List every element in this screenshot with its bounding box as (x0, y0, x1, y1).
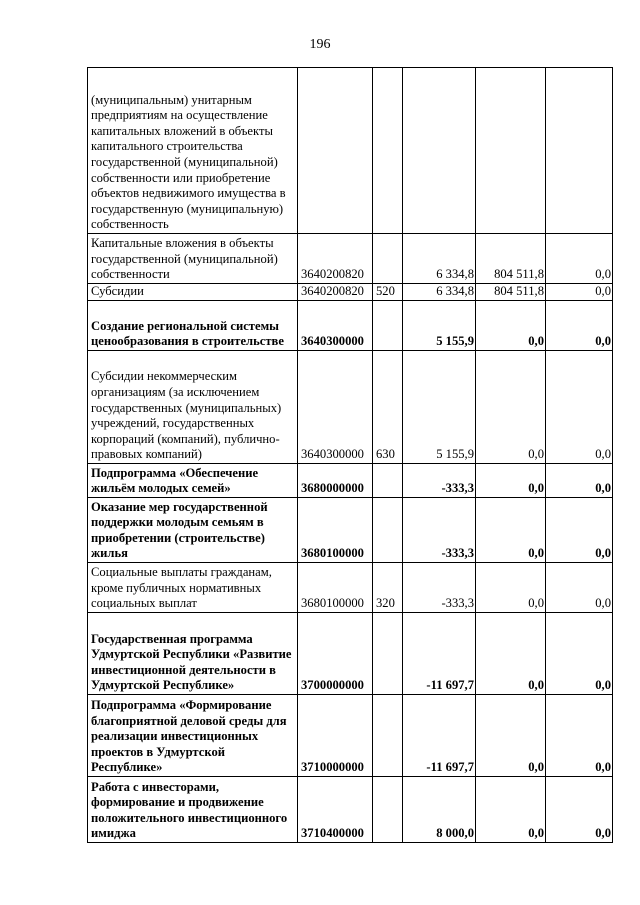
row-name: Создание региональной системы ценообразования в строительстве (88, 301, 298, 351)
row-value-3: 0,0 (546, 234, 613, 284)
row-name: (муниципальным) унитарным предприятиям на осуществление капитальных вложений в объекты капитального строительства государственной (муниципальной) собственности или приобретение объектов недвижимого имущества в государственную (муниципальную) собственность (88, 68, 298, 234)
table-row (88, 351, 613, 464)
row-name: Работа с инвесторами, формирование и продвижение положительного инвестиционного имиджа (88, 777, 298, 843)
row-value-2: 0,0 (476, 563, 546, 613)
row-value-2: 0,0 (476, 498, 546, 563)
row-value-1 (403, 68, 476, 234)
row-type (373, 777, 403, 843)
row-value-1: -333,3 (403, 464, 476, 498)
row-value-2: 0,0 (476, 301, 546, 351)
row-name: Субсидии (88, 284, 298, 301)
row-name: Социальные выплаты гражданам, кроме публичных нормативных социальных выплат (88, 563, 298, 613)
row-value-3: 0,0 (546, 464, 613, 498)
row-value-2: 0,0 (476, 351, 546, 464)
row-type (373, 301, 403, 351)
row-value-2: 0,0 (476, 777, 546, 843)
row-value-2: 0,0 (476, 464, 546, 498)
row-value-3: 0,0 (546, 301, 613, 351)
row-value-3: 0,0 (546, 695, 613, 777)
row-value-3: 0,0 (546, 284, 613, 301)
row-value-1: -11 697,7 (403, 613, 476, 695)
row-value-2 (476, 68, 546, 234)
row-value-1: 6 334,8 (403, 234, 476, 284)
row-name: Оказание мер государственной поддержки молодым семьям в приобретении (строительстве) жилья (88, 498, 298, 563)
row-value-1: 5 155,9 (403, 351, 476, 464)
row-value-3: 0,0 (546, 498, 613, 563)
row-code: 3640200820 (298, 284, 373, 301)
row-value-3 (546, 68, 613, 234)
row-code: 3680100000 (298, 563, 373, 613)
row-code: 3680000000 (298, 464, 373, 498)
table-row (88, 498, 613, 563)
row-value-2: 804 511,8 (476, 284, 546, 301)
row-value-1: 8 000,0 (403, 777, 476, 843)
table-row (88, 695, 613, 777)
table-row (88, 234, 613, 284)
row-value-1: -333,3 (403, 563, 476, 613)
row-type: 630 (373, 351, 403, 464)
row-type (373, 464, 403, 498)
row-code: 3640300000 (298, 351, 373, 464)
row-value-3: 0,0 (546, 563, 613, 613)
table-row (88, 464, 613, 498)
row-code (298, 68, 373, 234)
row-code: 3700000000 (298, 613, 373, 695)
row-value-1: 6 334,8 (403, 284, 476, 301)
row-type (373, 695, 403, 777)
row-value-2: 804 511,8 (476, 234, 546, 284)
table-row (88, 777, 613, 843)
row-code: 3640300000 (298, 301, 373, 351)
row-type (373, 498, 403, 563)
row-name: Государственная программа Удмуртской Республики «Развитие инвестиционной деятельности в Удмуртской Республике» (88, 613, 298, 695)
row-value-3: 0,0 (546, 777, 613, 843)
row-type: 320 (373, 563, 403, 613)
row-code: 3640200820 (298, 234, 373, 284)
row-value-1: -11 697,7 (403, 695, 476, 777)
row-type (373, 613, 403, 695)
table-row (88, 68, 613, 234)
row-value-1: 5 155,9 (403, 301, 476, 351)
row-type: 520 (373, 284, 403, 301)
row-name: Капитальные вложения в объекты государственной (муниципальной) собственности (88, 234, 298, 284)
row-value-2: 0,0 (476, 695, 546, 777)
budget-table (87, 67, 613, 843)
row-value-1: -333,3 (403, 498, 476, 563)
row-name: Подпрограмма «Обеспечение жильём молодых семей» (88, 464, 298, 498)
row-name: Субсидии некоммерческим организациям (за исключением государственных (муниципальных) учреждений, государственных корпораций (компаний), публично-правовых компаний) (88, 351, 298, 464)
row-value-2: 0,0 (476, 613, 546, 695)
table-row (88, 563, 613, 613)
page-number: 196 (309, 37, 331, 52)
table-row (88, 284, 613, 301)
row-value-3: 0,0 (546, 351, 613, 464)
row-type (373, 68, 403, 234)
row-code: 3710000000 (298, 695, 373, 777)
row-value-3: 0,0 (546, 613, 613, 695)
row-code: 3710400000 (298, 777, 373, 843)
table-row (88, 301, 613, 351)
row-name: Подпрограмма «Формирование благоприятной деловой среды для реализации инвестиционных проектов в Удмуртской Республике» (88, 695, 298, 777)
row-type (373, 234, 403, 284)
row-code: 3680100000 (298, 498, 373, 563)
table-row (88, 613, 613, 695)
